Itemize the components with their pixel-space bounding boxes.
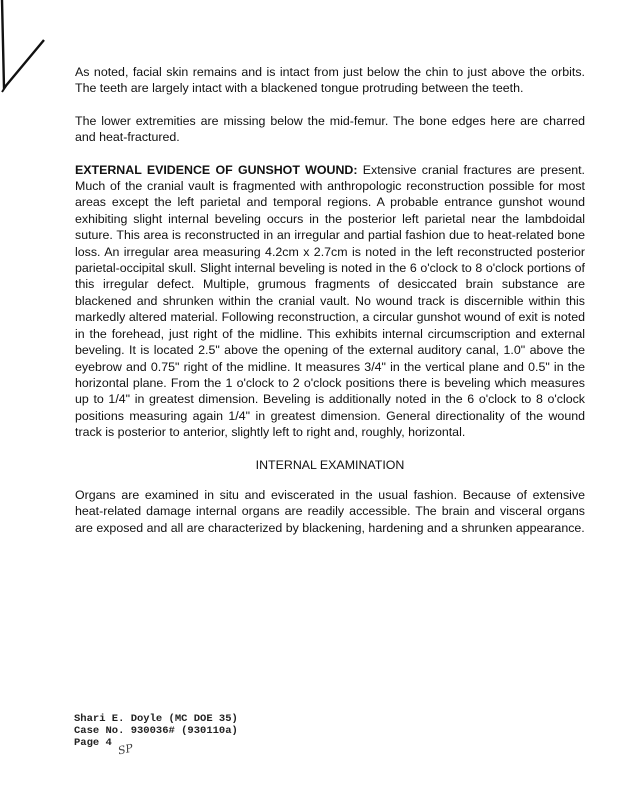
gunshot-heading: EXTERNAL EVIDENCE OF GUNSHOT WOUND: xyxy=(75,162,358,177)
handwritten-initials: SP xyxy=(116,741,135,758)
paragraph-lower-extremities: The lower extremities are missing below the mid-femur. The bone edges here are charred and heat-fractured. xyxy=(75,113,585,145)
paragraph-internal-exam: Organs are examined in situ and eviscerated in the usual fashion. Because of extensive heat-related damage internal organs are readily accessible. The brain and visceral organs are exposed and all are characterized by blackening, hardening and a shrunken appearance. xyxy=(75,487,585,535)
paragraph-facial-skin: As noted, facial skin remains and is intact from just below the chin to just above the orbits. The teeth are largely intact with a blackened tongue protruding between the teeth. xyxy=(75,65,585,96)
footer-case-number: Case No. 930036# (930110a) xyxy=(74,725,238,737)
footer-name: Shari E. Doyle (MC DOE 35) xyxy=(74,713,238,725)
pen-mark-lines xyxy=(0,0,60,100)
internal-exam-heading: INTERNAL EXAMINATION xyxy=(255,457,405,472)
gunshot-body: Extensive cranial fractures are present. Much of the cranial vault is fragmented with anthropologic reconstruction possible for most areas except the left parietal and temporal regions. A probable entrance gunshot wound exhibiting slight internal beveling occurs in the posterior left parietal near the lambdoidal suture. This area is reconstructed in an irregular and partial fashion due to heat-related bone loss. An irregular area measuring 4.2cm x 2.7cm is noted in the left reconstructed posterior parietal-occipital skull. Slight internal beveling is noted in the 6 o'clock to 8 o'clock portions of this irregular defect. Multiple, grumous fragments of desiccated brain substance are blackened and shrunken within the cranial vault. No wound track is discernible within this markedly altered material. Following reconstruction, a circular gunshot wound of exit is noted in the forehead, just right of the midline. This exhibits internal circumscription and external beveling. It is located 2.5" above the opening of the external auditory canal, 1.0" above the eyebrow and 0.75" right of the midline. It measures 3/4" in the vertical plane and 0.5" in the horizontal plane. From the 1 o'clock to 2 o'clock positions there is beveling which measures up to 1/4" in greatest dimension. Beveling is additionally noted in the 6 o'clock to 8 o'clock positions measuring again 1/4" in greatest dimension. General directionality of the wound track is posterior to anterior, slightly left to right and, roughly, horizontal. xyxy=(75,162,585,440)
paragraph-gunshot-wound xyxy=(75,162,585,441)
document-body xyxy=(75,64,585,552)
page-footer xyxy=(74,713,238,749)
footer-page-number: Page 4 xyxy=(74,737,112,749)
